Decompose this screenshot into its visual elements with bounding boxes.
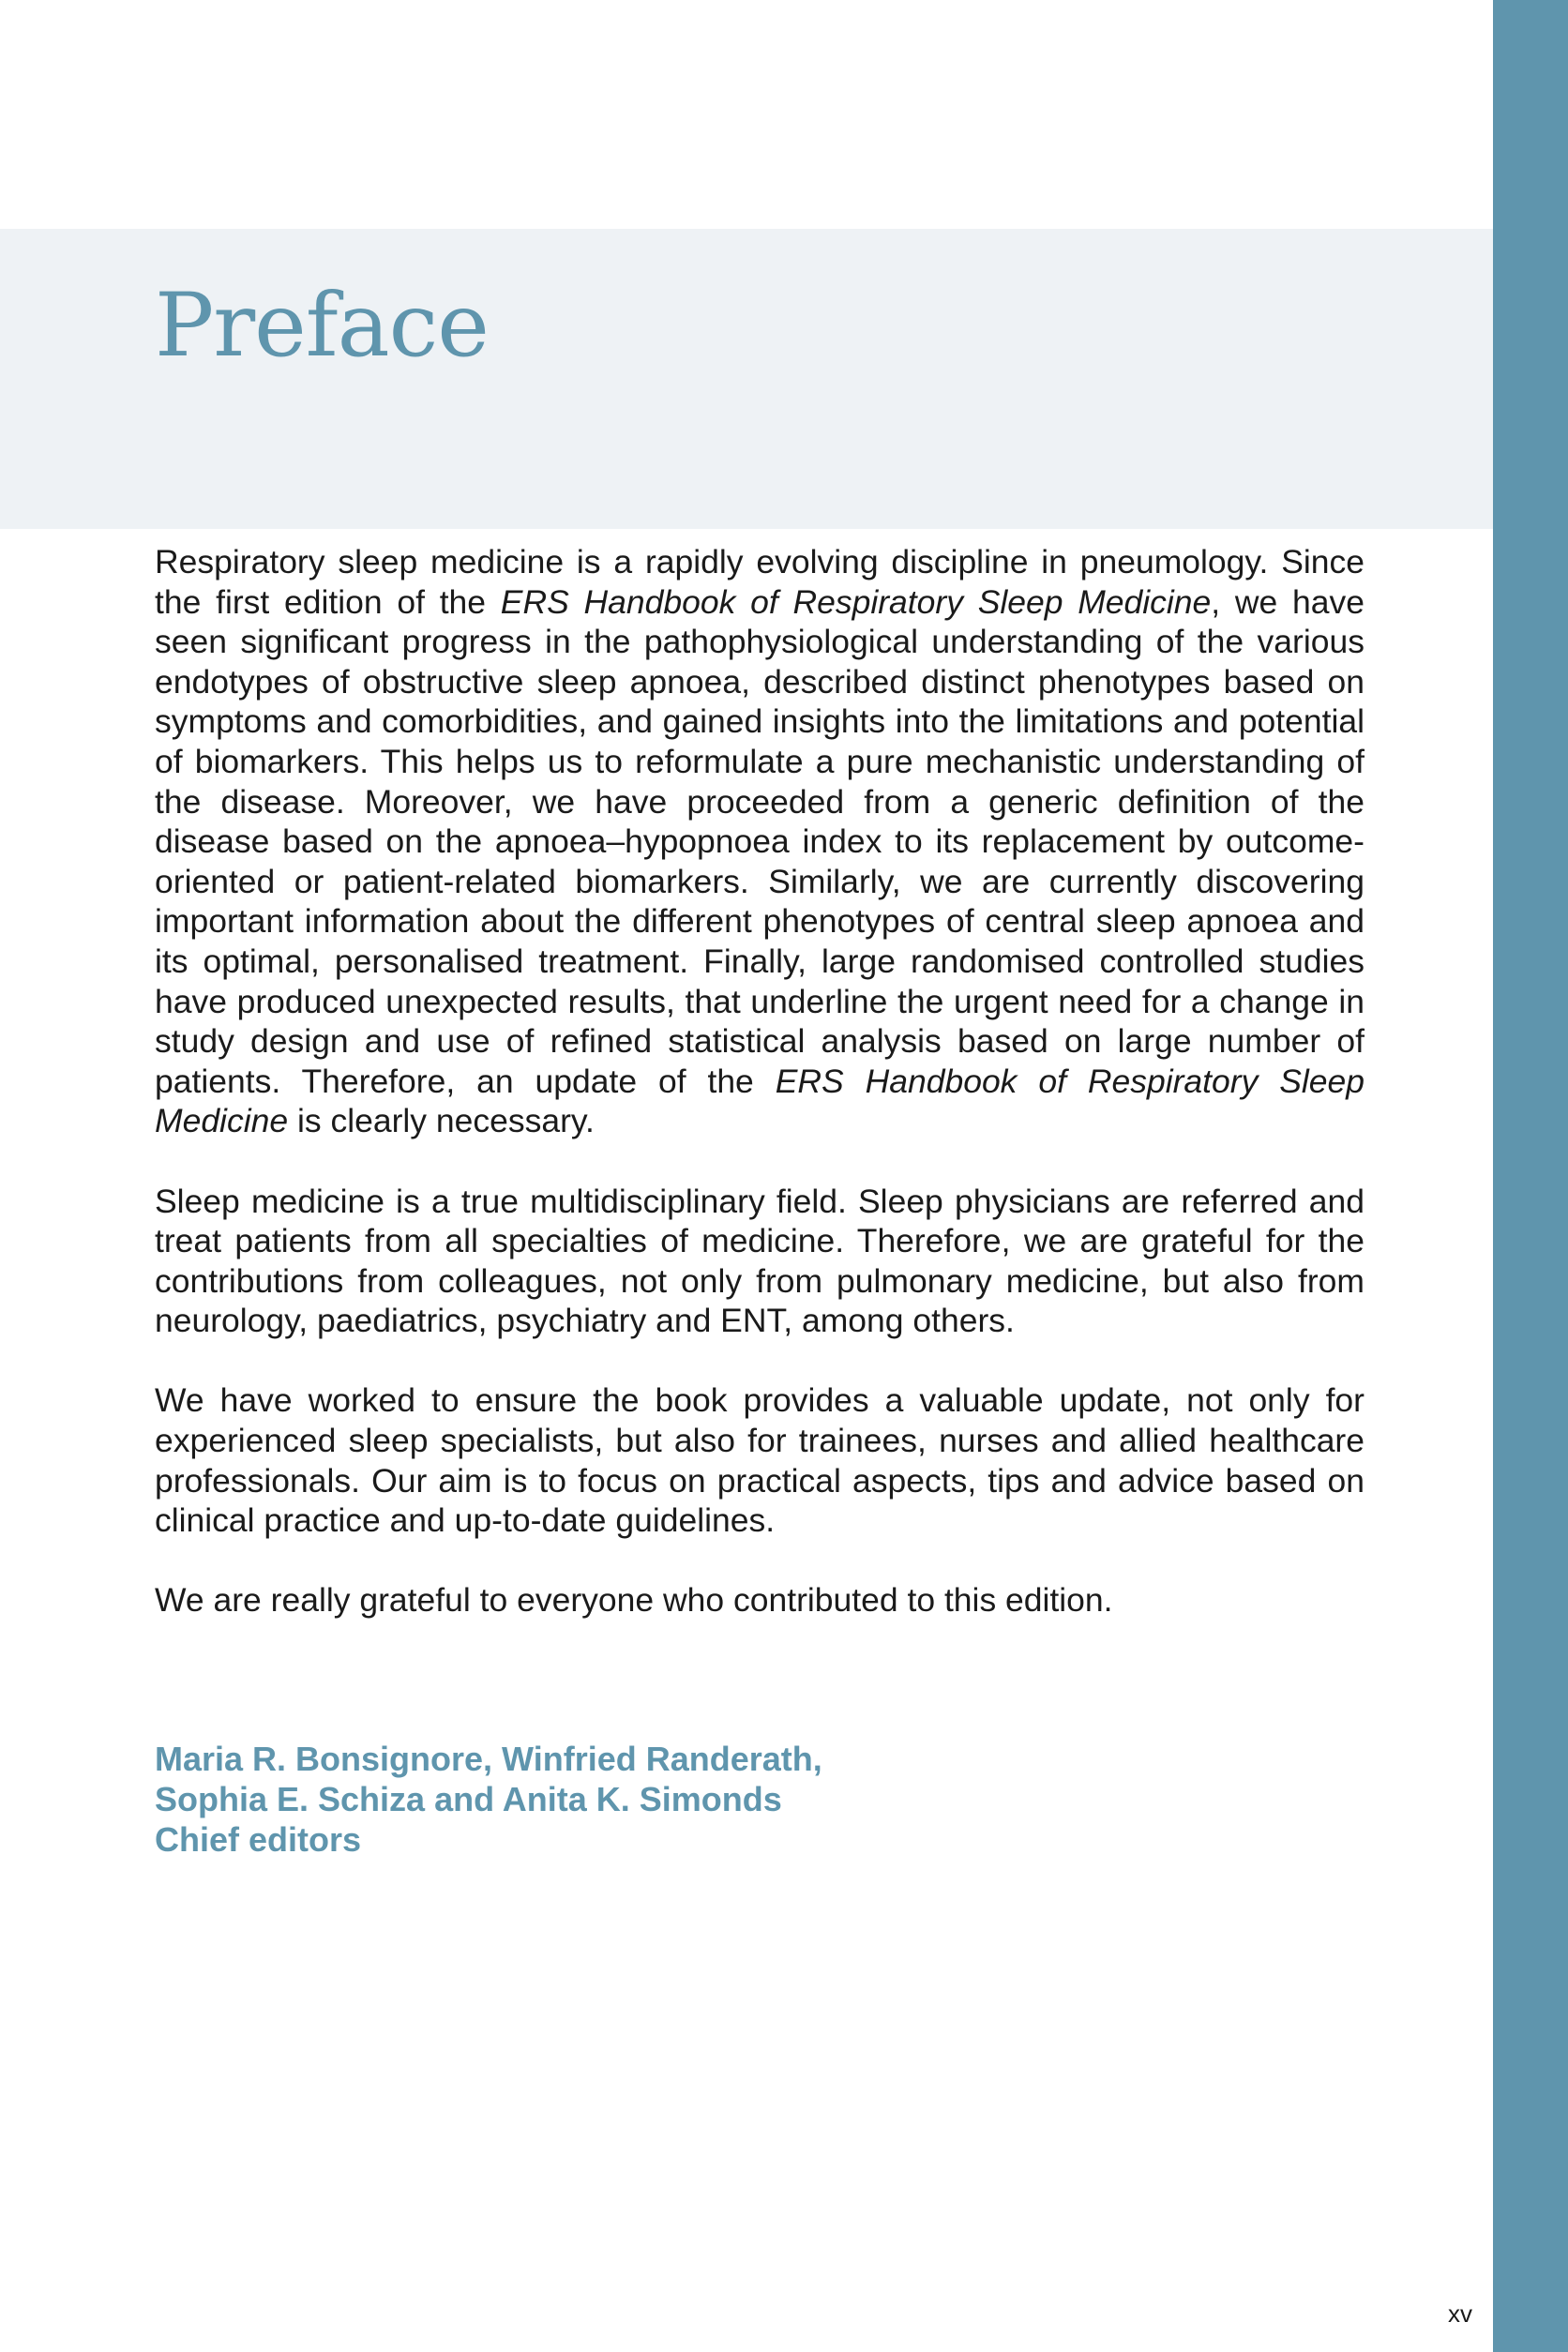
editors-role: Chief editors xyxy=(155,1820,362,1859)
paragraph-1-part-3: is clearly necessary. xyxy=(288,1102,595,1140)
book-title-italic: ERS Handbook of Respiratory Sleep Medicine xyxy=(500,582,1212,621)
editors-names-line-1: Maria R. Bonsignore, Winfried Randerath, xyxy=(155,1740,822,1778)
paragraph-4: We are really grateful to everyone who contributed to this edition. xyxy=(155,1581,1113,1620)
page-number: xv xyxy=(1448,2299,1472,2328)
page-title: Preface xyxy=(155,275,489,377)
paragraph-1-part-1: Respiratory sleep medicine is a rapidly evolving discipline in pneumology. Since the first edition of the xyxy=(155,543,1364,621)
paragraph-1-part-2: , we have seen significant progress in the pathophysiological understanding of the various endotypes of obstructive sleep apnoea, described distinct phenotypes based on symptoms and comorbidities, and gained insights into the limitations and potential of biomarkers. This helps us to reformulate a pure mechanistic understanding of the disease. Moreover, we have proceeded from a generic definition of the disease based on the apnoea–hypopnoea index to its replacement by outcome-oriented or patient-related biomarkers. Similarly, we are currently discovering important information about the different phenotypes of central sleep apnoea and its optimal, personalised treatment. Finally, large randomised controlled studies have produced unexpected results, that underline the urgent need for a change in study design and use of refined statistical analysis based on large number of patients. Therefore, an update of the xyxy=(155,582,1364,1100)
paragraph-2: Sleep medicine is a true multidisciplinary field. Sleep physicians are referred and treat patients from all specialties of medicine. Therefore, we are grateful for the contributions from colleagues, not only from pulmonary medicine, but also from neurology, paediatrics, psychiatry and ENT, among others. xyxy=(155,1182,1364,1340)
editors-names-line-2: Sophia E. Schiza and Anita K. Simonds xyxy=(155,1780,782,1818)
preface-body xyxy=(155,542,1364,1661)
paragraph-3: We have worked to ensure the book provides a valuable update, not only for experienced sleep specialists, but also for trainees, nurses and allied healthcare professionals. Our aim is to focus on practical aspects, tips and advice based on clinical practice and up-to-date guidelines. xyxy=(155,1381,1364,1540)
title-band xyxy=(0,229,1493,529)
paragraph-1 xyxy=(155,542,1364,1141)
side-color-stripe xyxy=(1493,0,1568,2352)
book-title-italic: ERS Handbook of Respiratory Sleep Medicine xyxy=(155,1062,1365,1140)
editors-signature xyxy=(155,1739,1186,1860)
